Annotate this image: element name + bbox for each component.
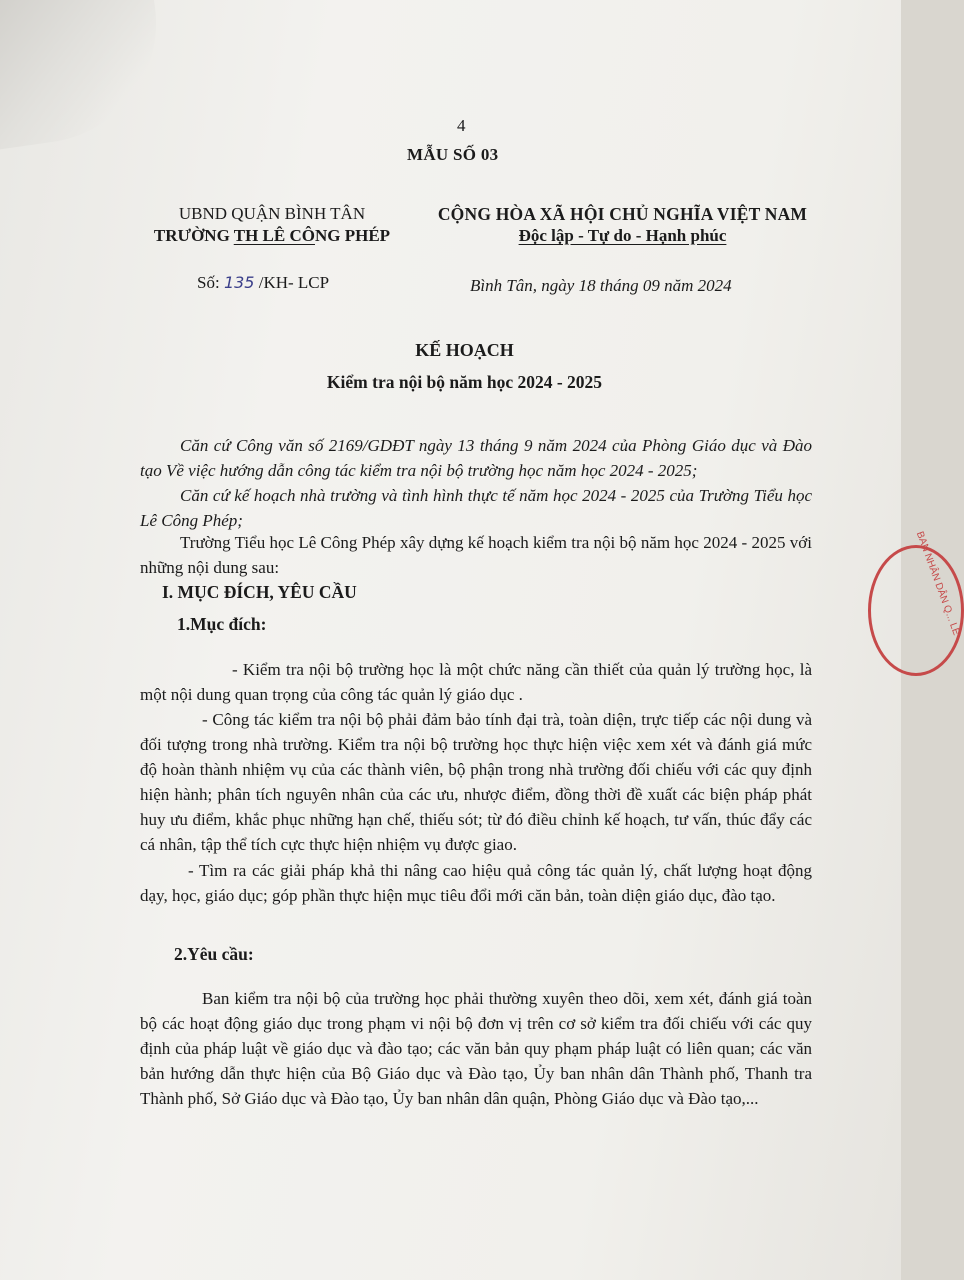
document-number [197,273,329,293]
national-header [425,203,820,247]
red-seal-stamp [868,530,964,676]
basis-paragraph-1: Căn cứ Công văn số 2169/GDĐT ngày 13 tháng 9 năm 2024 của Phòng Giáo dục và Đào tạo Về việc hướng dẫn công tác kiểm tra nội bộ trường học năm học 2024 - 2025; [140,436,812,480]
stamp-text: BAN NHÂN DÂN Q... LÊ [913,530,962,637]
legal-basis [140,433,812,533]
national-motto: Độc lập - Tự do - Hạnh phúc [518,226,727,245]
basis-paragraph-2: Căn cứ kế hoạch nhà trường và tình hình thực tế năm học 2024 - 2025 của Trường Tiểu học Lê Công Phép; [140,486,812,530]
purpose-item-2: - Công tác kiểm tra nội bộ phải đảm bảo tính đại trà, toàn diện, trực tiếp các nội dung và đối tượng trong nhà trường. Kiểm tra nội bộ trường học thực hiện việc xem xét và đánh giá mức độ hoàn thành nhiệm vụ của các thành viên, bộ phận trong nhà trường đối chiếu với các quy định hiện hành; phân tích nguyên nhân của các ưu, nhược điểm, đồng thời đề xuất các biện pháp phát huy ưu điểm, khắc phục những hạn chế, thiếu sót; từ đó điều chỉnh kế hoạch, tư vấn, thúc đẩy các cá nhân, tập thể tích cực thực hiện nhiệm vụ được giao. [140,710,812,854]
purpose-list [140,657,812,908]
section-heading-1: I. MỤC ĐÍCH, YÊU CẦU [162,582,357,602]
issuer-line-1: UBND QUẬN BÌNH TÂN [178,204,366,223]
document-subtitle: Kiểm tra nội bộ năm học 2024 - 2025 [326,372,603,392]
form-label: MẪU SỐ 03 [407,145,499,164]
purpose-item-1: - Kiểm tra nội bộ trường học là một chức năng cần thiết của quản lý trường học, là một nội dung quan trọng của công tác quản lý giáo dục . [140,660,812,704]
subsection-heading-purpose: 1.Mục đích: [177,614,267,634]
issuer-underlined: TH LÊ CÔ [233,226,315,245]
doc-number-suffix: /KH- LCP [254,273,330,292]
purpose-item-3: - Tìm ra các giải pháp khả thi nâng cao hiệu quả công tác quản lý, chất lượng hoạt động dạy, học, giáo dục; góp phần thực hiện mục tiêu đổi mới căn bản, toàn diện giáo dục, đào tạo. [140,861,812,905]
national-title: CỘNG HÒA XÃ HỘI CHỦ NGHĨA VIỆT NAM [437,204,808,224]
issuer-prefix: TRƯỜNG [153,226,234,245]
issuer-header [137,203,407,247]
page-number: 4 [457,116,466,135]
place-date: Bình Tân, ngày 18 tháng 09 năm 2024 [470,276,732,295]
requirement-text: Ban kiểm tra nội bộ của trường học phải thường xuyên theo dõi, xem xét, đánh giá toàn bộ các hoạt động giáo dục trong phạm vi nội bộ đơn vị trên cơ sở kiểm tra đối chiếu với các quy định của pháp luật về giáo dục và đào tạo; các văn bản quy phạm pháp luật có liên quan; các văn bản hướng dẫn thực hiện của Bộ Giáo dục và Đào tạo, Ủy ban nhân dân Thành phố, Thanh tra Thành phố, Sở Giáo dục và Đào tạo, Ủy ban nhân dân quận, Phòng Giáo dục và Đào tạo,... [140,989,812,1108]
intro-text: Trường Tiểu học Lê Công Phép xây dựng kế hoạch kiểm tra nội bộ năm học 2024 - 2025 với những nội dung sau: [140,533,812,577]
handwritten-number: 135 [223,273,255,292]
page-fold-shadow [0,0,172,153]
subsection-heading-requirement: 2.Yêu cầu: [174,944,254,964]
document-title: KẾ HOẠCH [415,340,514,360]
doc-number-prefix: Số: [197,273,224,292]
issuer-suffix: NG PHÉP [314,226,391,245]
issuer-line-2 [137,225,407,247]
intro-paragraph [140,530,812,580]
requirement-paragraph [140,986,812,1111]
